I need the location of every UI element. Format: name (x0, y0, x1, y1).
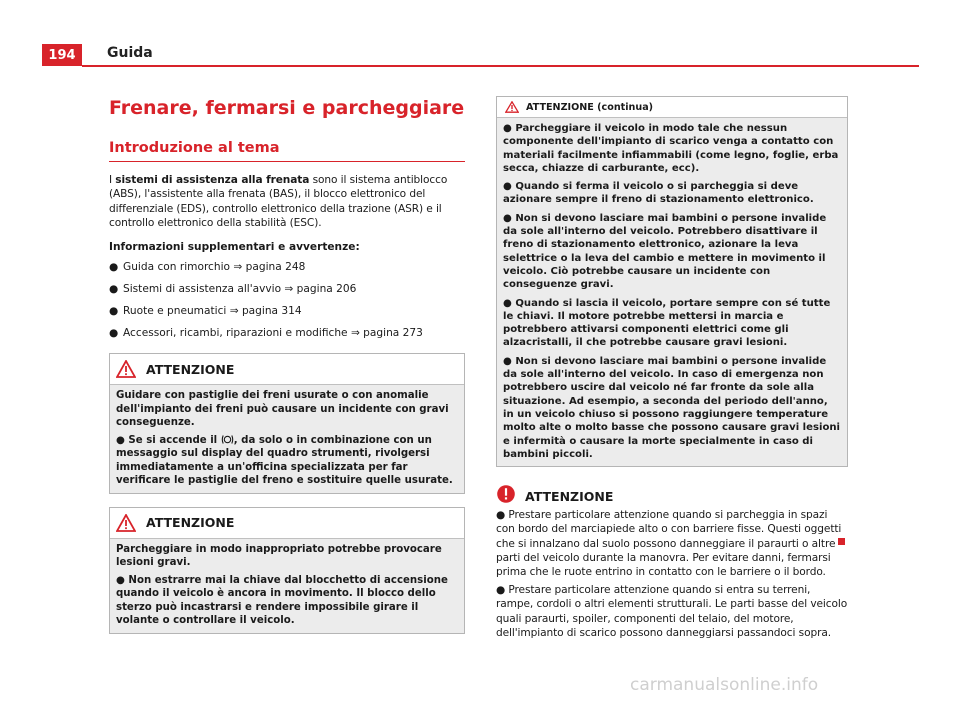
header-rule (82, 65, 919, 67)
right-column (496, 96, 848, 640)
warning-text: ● Non estrarre mai la chiave dal blocchetto di accensione quando il veicolo è ancora in movimento. Il blocco dello sterzo può incastrarsi e rendere impossibile girare il volante o controllare il veicolo. (116, 574, 448, 627)
warning-box-parking (109, 507, 465, 634)
warning-text: Guidare con pastiglie dei freni usurate o con anomalie dell'impianto dei freni può causare un incidente con gravi conseguenze. (116, 390, 449, 429)
warning-text: ● Quando si ferma il veicolo o si parcheggia si deve azionare sempre il freno di stazionamento elettronico. (503, 181, 814, 206)
warning-text: ● Se si accende il , da solo o in combinazione con un messaggio sul display del quadro strumenti, rivolgersi immediatamente a un'officina specializzata per far verificare le pastiglie del freno e sostituire quelle usurate. (116, 434, 453, 487)
list-item: ● Accessori, ricambi, riparazioni e modifiche ⇒ pagina 273 (109, 327, 423, 340)
warning-header (497, 97, 847, 118)
chapter-title: Frenare, fermarsi e parcheggiare (109, 97, 465, 119)
caution-header (496, 483, 848, 504)
warning-title: ATTENZIONE (continua) (526, 101, 654, 113)
intro-paragraph: I sistemi di assistenza alla frenata sono il sistema antibloccо (ABS), l'assistente alla frenata (BAS), il blocco elettronico del differenziale (EDS), controllo elettronico della trazione (ASR) e il controllo elettronico della stabilità (ESC). (109, 174, 448, 229)
warning-triangle-icon (116, 360, 136, 378)
info-list (109, 260, 465, 340)
brake-warning-icon (221, 434, 234, 445)
warning-text: ● Quando si lascia il veicolo, portare sempre con sé tutte le chiavi. Il motore potrebbe mettersi in marcia e potrebbero attivarsi componenti elettrici come gli alzacristalli, il che potrebbe causare gravi lesioni. (503, 297, 831, 349)
caution-text: ● Prestare particolare attenzione quando si parcheggia in spazi con bordo del marciapiede alto o con barriere fisse. Questi oggetti che si innalzano dal suolo possono danneggiare il paraurti o altre parti del veicolo durante la manovra. Per evitare danni, fermarsi prima che le ruote entrino in contatto con le barriere o il bordo. (496, 509, 842, 578)
caution-text: ● Prestare particolare attenzione quando si entra su terreni, rampe, cordoli o altri elementi strutturali. Le parti basse del veicolo quali paraurti, spoiler, componenti del telaio, del motore, dell'impianto di scarico possono danneggiarsi passandoci sopra. (496, 584, 848, 639)
list-item: ● Guida con rimorchio ⇒ pagina 248 (109, 261, 306, 274)
caution-exclamation-icon (496, 484, 516, 504)
warning-text: ● Non si devono lasciare mai bambini o persone invalide da sole all'interno del veicolo. Potrebbero disattivare il freno di stazionamento elettronico, azionare la leva selettrice o la leva del cambio e mettere in movimento il veicolo. Ciò potrebbe causare un incidente con conseguenze gravi. (503, 212, 827, 291)
warning-text: ● Non si devono lasciare mai bambini o persone invalide da sole all'interno del veicolo. In caso di emergenza non potrebbero uscire dal veicolo né far fronte da sole alla situazione. Ad esempio, a seconda del periodo dell'anno, in un veicolo chiuso si possono raggiungere temperature molto alte o molto basse che possono causare gravi lesioni e infermità o causare la morte specialmente in caso di bambini piccoli. (503, 355, 841, 460)
section-title: Guida (107, 45, 153, 61)
warning-triangle-icon (116, 514, 136, 532)
end-of-section-marker (838, 538, 845, 545)
warning-text: Parcheggiare in modo inappropriato potrebbe provocare lesioni gravi. (116, 543, 442, 569)
warning-header (110, 508, 464, 539)
intro-bold-term: sistemi di assistenza alla frenata (115, 174, 310, 186)
caution-block (496, 483, 848, 640)
watermark: carmanualsonline.info (630, 675, 819, 695)
warning-box-brakes (109, 353, 465, 494)
warning-text: ● Parcheggiare il veicolo in modo tale che nessun componente dell'impianto di scarico venga a contatto con materiali facilmente infiammabili (come legno, foglie, erba secca, chiazze di carburante, ecc). (503, 123, 839, 174)
warning-triangle-icon (505, 101, 519, 113)
list-item: ● Ruote e pneumatici ⇒ pagina 314 (109, 305, 302, 318)
warning-title: ATTENZIONE (146, 361, 235, 377)
section-subtitle: Introduzione al tema (109, 138, 465, 162)
warning-header (110, 354, 464, 385)
warning-box-continued (496, 96, 848, 467)
warning-title: ATTENZIONE (146, 515, 235, 531)
left-column (109, 96, 465, 634)
info-heading: Informazioni supplementari e avvertenze: (109, 241, 360, 254)
list-item: ● Sistemi di assistenza all'avvio ⇒ pagina 206 (109, 283, 357, 296)
caution-title: ATTENZIONE (525, 489, 614, 505)
page-number: 194 (42, 44, 82, 66)
